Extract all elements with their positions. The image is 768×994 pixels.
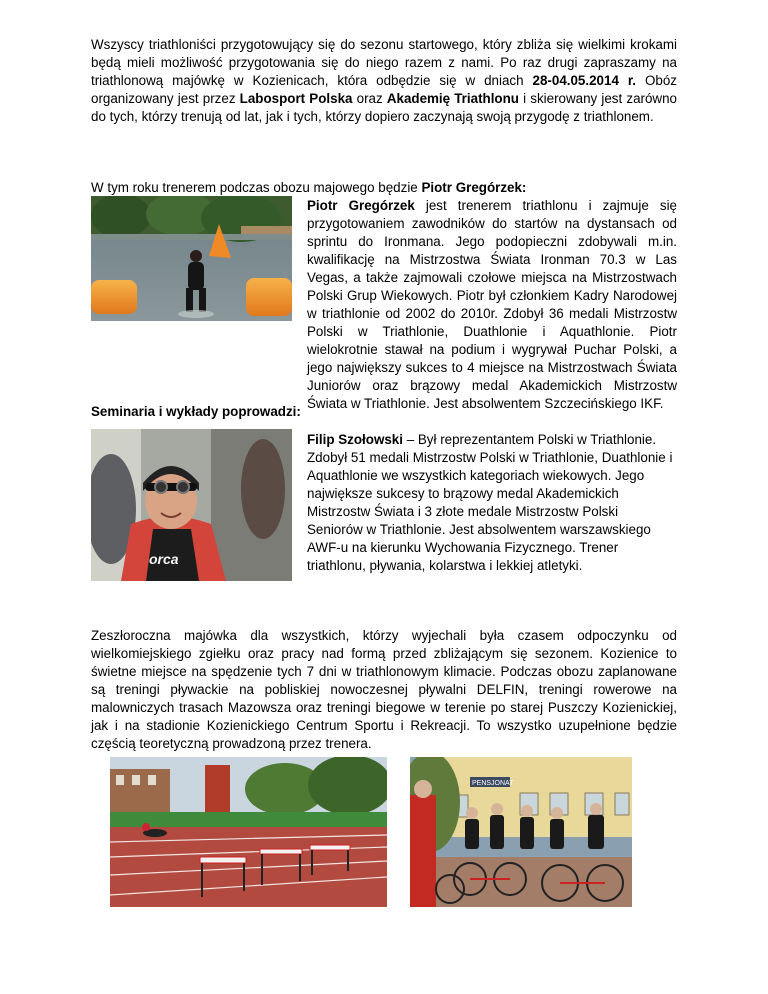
- camp-dates: 28-04.05.2014 r.: [532, 73, 637, 88]
- lecturer-bio: [307, 431, 677, 575]
- coach-bio-name: Piotr Gregórzek: [307, 198, 415, 213]
- lecturer-bio-text: – Był reprezentantem Polski w Triathlonie. Zdobył 51 medali Mistrzostw Polski w Triathlonie, Duathlonie i Aquathlonie we wszystkich kategoriach wiekowych. Jego największe sukcesy to brązowy medal Akademickich Mistrzostw Świata i 3 złote medale Mistrzostw Polski Seniorów w Triathlonie. Jest absolwentem warszawskiego AWF-u na kierunku Wychowania Fizycznego. Trener triathlonu, pływania, kolarstwa i lekkiej atletyki.: [307, 432, 673, 573]
- photo-open-water-swim: [91, 196, 292, 321]
- organizer-akademia: Akademię Triathlonu: [386, 91, 519, 106]
- intro-text: oraz: [352, 91, 387, 106]
- intro-paragraph: [91, 36, 677, 126]
- wetsuit-brand: orca: [149, 551, 179, 567]
- coach-intro-name: Piotr Gregórzek:: [421, 180, 527, 195]
- photo-cyclists-group: [410, 757, 632, 907]
- photo-lecturer-portrait: [91, 429, 292, 581]
- summary-paragraph: Zeszłoroczna majówka dla wszystkich, którzy wyjechali była czasem odpoczynku od wielkomiejskiego zgiełku oraz pracy nad formą przed zbliżającym się sezonem. Kozienice to świetne miejsce na spędzenie tych 7 dni w triathlonowym klimacie. Podczas obozu zaplanowane są treningi pływackie na pobliskiej nowoczesnej pływalni DELFIN, treningi rowerowe na malowniczych trasach Mazowsza oraz treningi biegowe w terenie po starej Puszczy Kozienickiej, jak i na stadionie Kozienickiego Centrum Sportu i Rekreacji. To wszystko uzupełnione będzie częścią teoretyczną prowadzoną przez trenera.: [91, 628, 677, 751]
- intro-text: Wszyscy triathloniści przygotowujący się do sezonu startowego, który zbliża się wielkimi krokami będą mieli możliwość przygotowania się do niego razem z nami. Po raz drugi zapraszamy na triathlonową majówkę w Kozienicach, która odbędzie się w dniach: [91, 37, 677, 88]
- seminars-heading: Seminaria i wykłady poprowadzi:: [91, 404, 301, 419]
- intro-text: Obóz organizowany jest przez: [91, 73, 677, 106]
- coach-bio: [307, 197, 677, 413]
- coach-intro-text: W tym roku trenerem podczas obozu majowego będzie: [91, 180, 422, 195]
- photo-running-track: [110, 757, 387, 907]
- organizer-labosport: Labosport Polska: [239, 91, 353, 106]
- coach-bio-text: jest trenerem triathlonu i zajmuje się przygotowaniem zawodników do startów na dystansach od sprintu do Ironmana. Jego podopieczni zdobywali m.in. kwalifikację na Mistrzostwa Świata Ironman 70.3 w Las Vegas, a także zajmowali czołowe miejsca na Mistrzostwach Polski Grup Wiekowych. Piotr był członkiem Kadry Narodowej w triathlonie od 2002 do 2010r. Zdobył 36 medali Mistrzostw Polski w Triathlonie, Duathlonie i Aquathlonie. Piotr wielokrotnie stawał na podium i wygrywał Puchar Polski, a jego największy sukces to 4 miejsce na Mistrzostwach Świata Juniorów oraz brązowy medal Akademickich Mistrzostw Świata w Triathlonie. Jest absolwentem Szczecińskiego IKF.: [307, 198, 677, 411]
- lecturer-bio-name: Filip Szołowski: [307, 432, 403, 447]
- coach-intro: [91, 179, 677, 197]
- intro-text: i skierowany jest zarówno do tych, którzy trenują od lat, jak i tych, którzy dopiero zaczynają swoją przygodę z triathlonem.: [91, 91, 677, 124]
- hotel-sign: PENSJONAT: [472, 780, 514, 787]
